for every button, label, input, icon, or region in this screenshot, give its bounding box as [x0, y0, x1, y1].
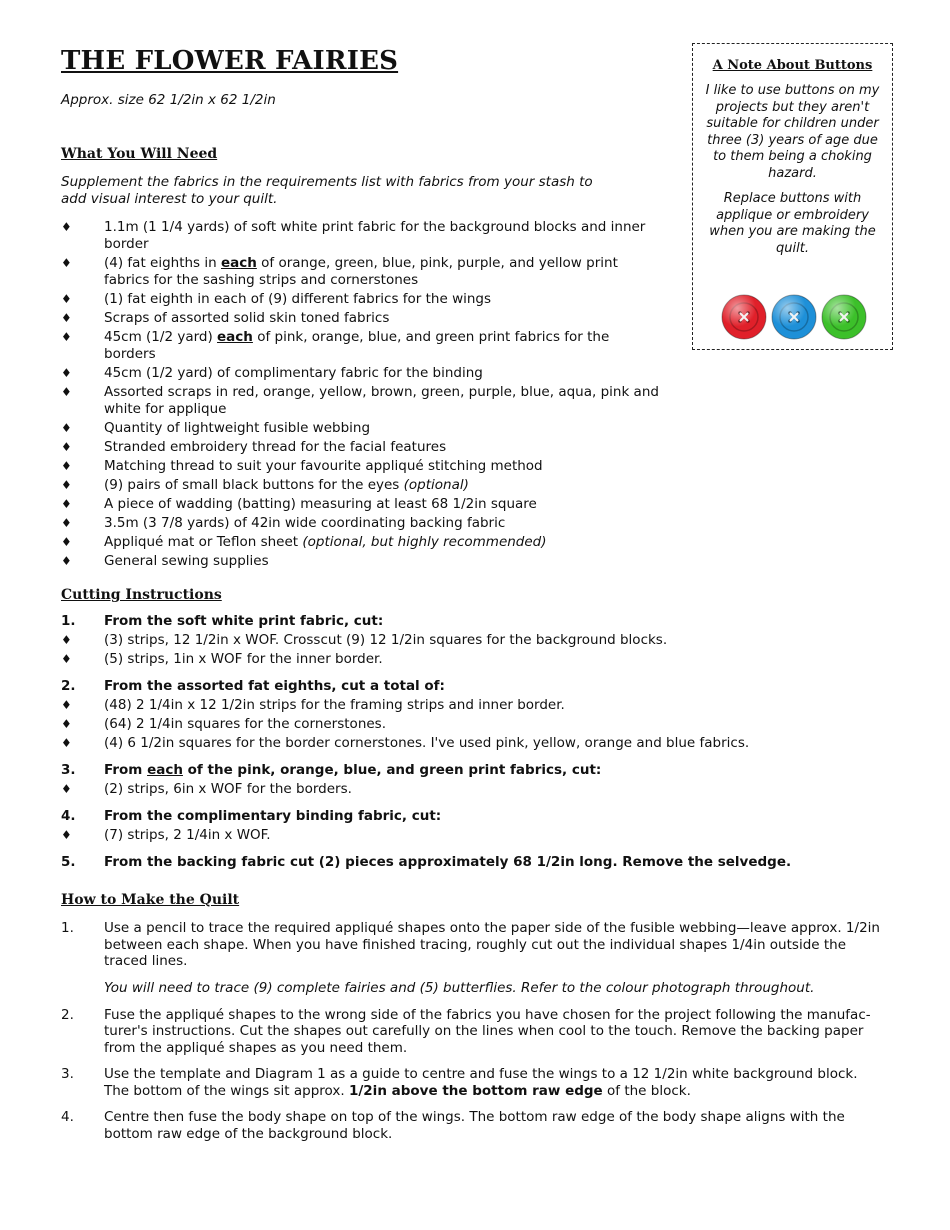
diamond-bullet-icon: ♦ [61, 478, 72, 492]
requirements-list [61, 219, 661, 572]
blue-button-icon [772, 295, 816, 339]
emphasis-each: each [217, 329, 253, 345]
diamond-bullet-icon: ♦ [61, 717, 72, 731]
instruction-step: 4. Centre then fuse the body shape on top of the wings. The bottom raw edge of the body shape aligns with the bottom raw edge of the background block. [61, 1109, 845, 1142]
diamond-bullet-icon: ♦ [61, 516, 72, 530]
diamond-bullet-icon: ♦ [61, 292, 72, 306]
instruction-step: 2. Fuse the appliqué shapes to the wrong side of the fabrics you have chosen for the project following the manufacturer's instructions. Cut the shapes out carefully on the lines when cool to the touch. Remove the backing paper from the appliqué shapes as you need them. [61, 1006, 871, 1056]
diamond-bullet-icon: ♦ [61, 554, 72, 568]
diamond-bullet-icon: ♦ [61, 497, 72, 511]
diamond-bullet-icon: ♦ [61, 311, 72, 325]
diamond-bullet-icon: ♦ [61, 256, 72, 270]
emphasis-each: each [220, 255, 257, 271]
instruction-note: You will need to trace (9) complete fairies and (5) butterflies. Refer to the colour photograph throughout. [104, 979, 815, 996]
list-item: ♦ 1.1m (1 1/4 yards) of soft white print fabric for the background blocks and inner border [61, 219, 646, 252]
list-item: ♦ (64) 2 1/4in squares for the cornerstones. [61, 716, 387, 732]
note-title: A Note About Buttons [712, 58, 873, 73]
buttons-svg [693, 292, 892, 342]
note-paragraph: Replace buttons with applique or embroidery when you are making the quilt. [709, 191, 876, 256]
list-item: ♦ (48) 2 1/4in x 12 1/2in strips for the framing strips and inner border. [61, 697, 565, 713]
list-item: ♦ Matching thread to suit your favourite appliqué stitching method [61, 458, 543, 474]
diamond-bullet-icon: ♦ [61, 535, 72, 549]
instructions-list [61, 920, 881, 1152]
diamond-bullet-icon: ♦ [61, 828, 72, 842]
how-heading: How to Make the Quilt [61, 892, 240, 908]
diamond-bullet-icon: ♦ [61, 782, 72, 796]
cutting-step: 4. From the complimentary binding fabric, cut: ♦ (7) strips, 2 1/4in x WOF. [61, 808, 881, 844]
list-item: ♦ 45cm (1/2 yard) each of pink, orange, blue, and green print fabrics for the borders [61, 329, 610, 362]
diamond-bullet-icon: ♦ [61, 330, 72, 344]
quilt-size: Approx. size 62 1/2in x 62 1/2in [61, 92, 276, 108]
diamond-bullet-icon: ♦ [61, 421, 72, 435]
list-item: ♦ General sewing supplies [61, 553, 269, 569]
page-title: THE FLOWER FAIRIES [61, 46, 399, 76]
list-item: ♦ (9) pairs of small black buttons for the eyes (optional) [61, 477, 469, 493]
diamond-bullet-icon: ♦ [61, 440, 72, 454]
list-item: ♦ A piece of wadding (batting) measuring at least 68 1/2in square [61, 496, 537, 512]
list-item: ♦ Quantity of lightweight fusible webbing [61, 420, 371, 436]
list-item: ♦ Assorted scraps in red, orange, yellow, brown, green, purple, blue, aqua, pink and white for applique [61, 384, 659, 417]
cutting-heading: Cutting Instructions [61, 587, 222, 603]
cutting-step: 3. From each of the pink, orange, blue, and green print fabrics, cut: ♦ (2) strips, 6in x WOF for the borders. [61, 762, 881, 798]
diamond-bullet-icon: ♦ [61, 366, 72, 380]
list-item: ♦ (2) strips, 6in x WOF for the borders. [61, 781, 352, 797]
requirements-intro: Supplement the fabrics in the requirements list with fabrics from your stash to add visual interest to your quilt. [61, 174, 593, 207]
requirements-heading: What You Will Need [61, 146, 218, 162]
cutting-step: 2. From the assorted fat eighths, cut a total of: ♦ (48) 2 1/4in x 12 1/2in strips for the framing strips and inner border. ♦ (64) 2 1/4in squares for the cornerstones. ♦ (4) 6 1/2in squares for the border cornerstones. I've used pink, yellow, orange and blue fabrics. [61, 678, 881, 752]
note-about-buttons-box [692, 43, 893, 350]
diamond-bullet-icon: ♦ [61, 652, 72, 666]
cutting-step: 5. From the backing fabric cut (2) pieces approximately 68 1/2in long. Remove the selvedge. [61, 854, 792, 870]
instruction-step: 3. Use the template and Diagram 1 as a guide to centre and fuse the wings to a 12 1/2in white background block. The bottom of the wings sit approx. 1/2in above the bottom raw edge of the block. [61, 1066, 858, 1099]
list-item: ♦ 45cm (1/2 yard) of complimentary fabric for the binding [61, 365, 483, 381]
instruction-step: 1. Use a pencil to trace the required appliqué shapes onto the paper side of the fusible webbing—leave approx. 1/2in between each shape. When you have finished tracing, roughly cut out the individual shapes 1/4in outside the traced lines. [61, 920, 880, 969]
diamond-bullet-icon: ♦ [61, 736, 72, 750]
list-item: ♦ (1) fat eighth in each of (9) different fabrics for the wings [61, 291, 492, 307]
diamond-bullet-icon: ♦ [61, 220, 72, 234]
cutting-list [61, 613, 881, 881]
red-button-icon [722, 295, 766, 339]
list-item: ♦ (3) strips, 12 1/2in x WOF. Crosscut (9) 12 1/2in squares for the background blocks. [61, 632, 668, 648]
list-item: ♦ (4) 6 1/2in squares for the border cornerstones. I've used pink, yellow, orange and blue fabrics. [61, 735, 750, 751]
emphasis-each: each [147, 762, 183, 778]
cutting-step: 1. From the soft white print fabric, cut: ♦ (3) strips, 12 1/2in x WOF. Crosscut (9) 12 1/2in squares for the background blocks. ♦ (5) strips, 1in x WOF for the inner border. [61, 613, 881, 668]
note-paragraph: I like to use buttons on my projects but they aren't suitable for children under three (3) years of age due to them being a choking hazard. [705, 83, 880, 181]
list-item: ♦ Stranded embroidery thread for the facial features [61, 439, 447, 455]
diamond-bullet-icon: ♦ [61, 385, 72, 399]
list-item: ♦ Scraps of assorted solid skin toned fabrics [61, 310, 390, 326]
list-item: ♦ Appliqué mat or Teflon sheet (optional, but highly recommended) [61, 534, 547, 550]
diamond-bullet-icon: ♦ [61, 633, 72, 647]
list-item: ♦ (4) fat eighths in each of orange, green, blue, pink, purple, and yellow print fabrics for the sashing strips and cornerstones [61, 255, 618, 288]
diamond-bullet-icon: ♦ [61, 459, 72, 473]
green-button-icon [822, 295, 866, 339]
list-item: ♦ (7) strips, 2 1/4in x WOF. [61, 827, 271, 843]
list-item: ♦ (5) strips, 1in x WOF for the inner border. [61, 651, 383, 667]
buttons-illustration [693, 292, 892, 342]
diamond-bullet-icon: ♦ [61, 698, 72, 712]
list-item: ♦ 3.5m (3 7/8 yards) of 42in wide coordinating backing fabric [61, 515, 506, 531]
